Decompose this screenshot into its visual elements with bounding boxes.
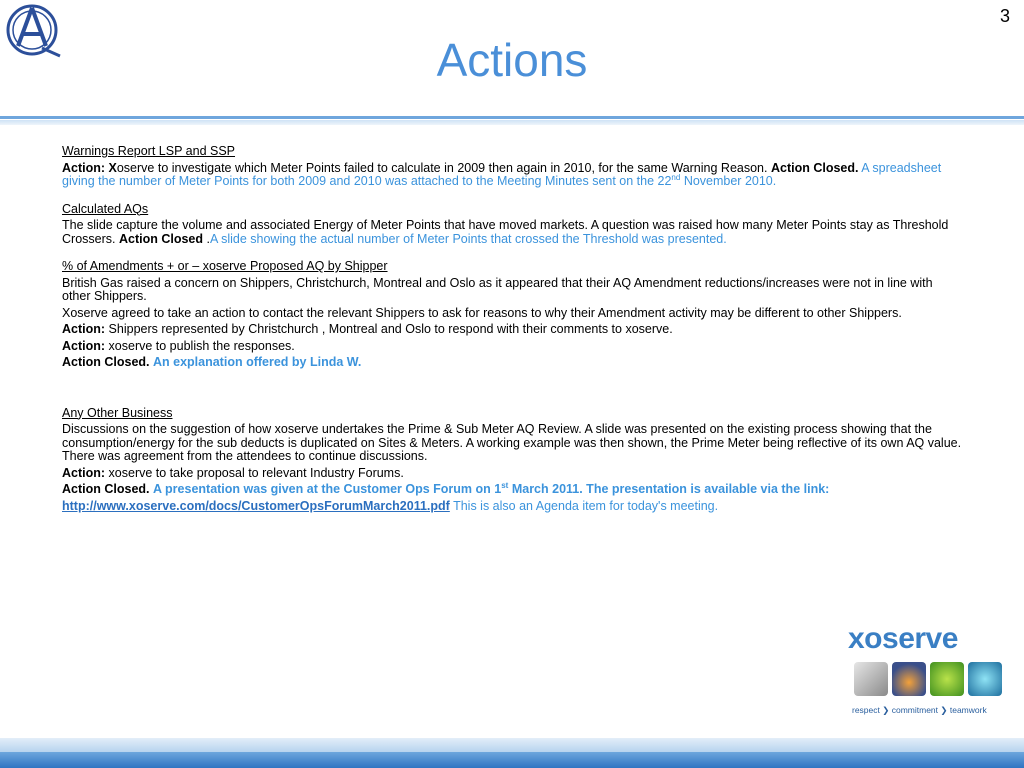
brand-wordmark: xoserve — [848, 622, 958, 655]
section-heading: Any Other Business — [62, 405, 173, 420]
brand-image-tiles — [854, 662, 1002, 698]
keyboard-image-icon — [854, 662, 888, 696]
action-paragraph: Action: xoserve to publish the responses. — [62, 338, 295, 353]
action-paragraph: Action Closed. An explanation offered by Linda W. — [62, 355, 362, 369]
section-any-other-business — [62, 407, 962, 514]
section-heading: % of Amendments + or – xoserve Proposed AQ by Shipper — [62, 259, 388, 273]
network-image-icon — [968, 662, 1002, 696]
leaf-image-icon — [930, 662, 964, 696]
paragraph: British Gas raised a concern on Shippers, Christchurch, Montreal and Oslo as it appeared that their AQ Amendment reductions/increases were not in line with other Shippers. — [62, 275, 933, 303]
paragraph: Discussions on the suggestion of how xoserve undertakes the Prime & Sub Meter AQ Review. A slide was presented on the existing process showing that the consumption/energy for the sub deducts is duplicated on Sites & Meters. A working example was then shown, the Prime Meter being reflective of its own AQ value. There was agreement from the attendees to continue discussions. — [62, 422, 962, 463]
action-paragraph: The slide capture the volume and associated Energy of Meter Points that have moved markets. A question was raised how many Meter Points stay as Threshold Crossers. Action Closed .A slide showing the actual number of Meter Points that crossed the Threshold was presented. — [62, 218, 949, 246]
page-title: Actions — [436, 34, 588, 86]
footer-band — [0, 738, 1024, 768]
section-calculated-aqs — [62, 203, 962, 247]
action-paragraph: Action: Xoserve to investigate which Meter Points failed to calculate in 2009 then again in 2010, for the same Warning Reason. Action Closed. A spreadsheet giving the number of Meter Points for both 2009 and 2010 was attached to the Meeting Minutes sent on the 22nd November 2010. — [62, 160, 942, 188]
section-amendments — [62, 260, 962, 370]
section-heading: Calculated AQs — [62, 201, 149, 216]
presentation-link[interactable]: http://www.xoserve.com/docs/CustomerOpsForumMarch2011.pdf — [62, 498, 450, 513]
paragraph: Xoserve agreed to take an action to contact the relevant Shippers to ask for reasons to why their Amendment activity may be different to other Shippers. — [62, 305, 902, 320]
header-divider — [0, 116, 1024, 126]
action-paragraph: http://www.xoserve.com/docs/CustomerOpsForumMarch2011.pdf This is also an Agenda item for today's meeting. — [62, 498, 719, 513]
action-paragraph: Action: Shippers represented by Christchurch , Montreal and Oslo to respond with their comments to xoserve. — [62, 322, 673, 336]
action-paragraph: Action Closed. A presentation was given at the Customer Ops Forum on 1st March 2011. The presentation is available via the link: — [62, 480, 830, 496]
brand-tagline: respect ❯ commitment ❯ teamwork — [852, 705, 987, 715]
xoserve-brand-logo — [848, 622, 1004, 720]
section-heading: Warnings Report LSP and SSP — [62, 144, 236, 158]
action-paragraph: Action: xoserve to take proposal to relevant Industry Forums. — [62, 465, 404, 480]
section-warnings-report — [62, 145, 962, 189]
actions-content — [62, 145, 962, 516]
flame-image-icon — [892, 662, 926, 696]
page-number: 3 — [999, 6, 1010, 26]
